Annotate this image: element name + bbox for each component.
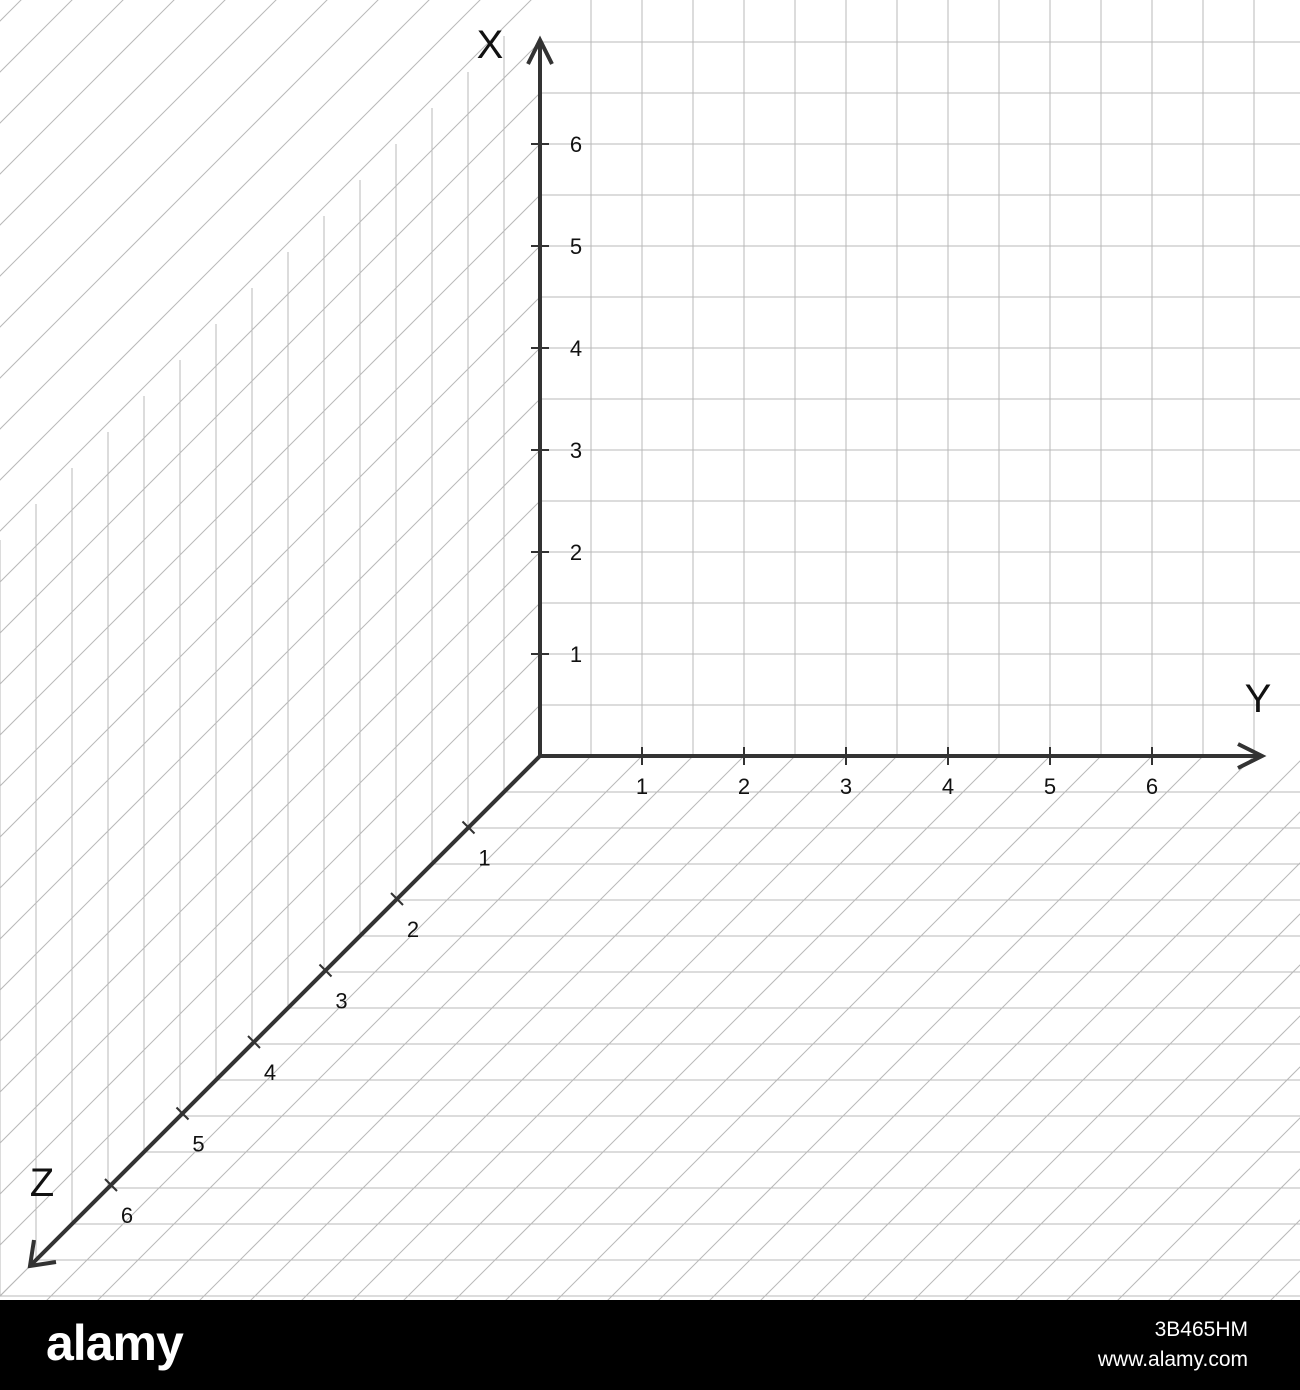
x-axis-tick-label: 3 (569, 438, 583, 463)
image-id: 3B465HM (1154, 1318, 1248, 1341)
side-grid-line (0, 42, 540, 602)
floor-grid-line (1000, 756, 1300, 1300)
side-grid-line (0, 0, 540, 92)
x-axis-tick-label: 4 (569, 336, 583, 361)
y-axis-tick-label: 6 (1145, 774, 1159, 799)
side-grid-line (0, 297, 540, 857)
y-axis-tick-label: 4 (941, 774, 955, 799)
side-grid-line (0, 450, 540, 1010)
floor-grid-line (1255, 756, 1300, 1300)
y-axis-tick-label: 1 (635, 774, 649, 799)
floor-grid-line (745, 756, 1300, 1300)
y-axis-tick-label: 2 (737, 774, 751, 799)
y-axis-tick-label: 5 (1043, 774, 1057, 799)
side-grid-line (0, 0, 540, 398)
side-grid-line (0, 195, 540, 755)
side-grid-line (0, 501, 540, 1061)
floor-grid-line (1102, 756, 1300, 1300)
side-grid-line (0, 654, 540, 1214)
z-axis-title: Z (29, 1161, 55, 1205)
floor-grid-line (847, 756, 1300, 1300)
z-axis-tick-label: 1 (478, 845, 491, 871)
side-grid-line (0, 399, 540, 959)
floor-grid-line (1204, 756, 1300, 1300)
y-axis-title: Y (1244, 677, 1272, 721)
side-grid-line (0, 246, 540, 806)
alamy-logo: alamy (46, 1315, 183, 1371)
x-axis-tick-label: 1 (569, 642, 583, 667)
z-axis-tick-label: 5 (192, 1131, 205, 1157)
floor-grid-line (1051, 756, 1300, 1300)
watermark-footer (0, 1300, 1300, 1390)
z-axis-tick-label: 4 (263, 1060, 277, 1085)
floor-grid-line (949, 756, 1300, 1300)
x-axis-title: X (476, 23, 504, 67)
y-axis-tick-label: 3 (839, 774, 853, 799)
z-axis-tick-label: 2 (406, 917, 420, 942)
side-grid-line (0, 0, 540, 500)
x-axis-tick-label: 2 (569, 540, 583, 565)
side-grid-line (0, 93, 540, 653)
x-axis-tick-label: 6 (569, 132, 583, 157)
footer-url: www.alamy.com (1097, 1348, 1248, 1371)
side-grid-line (0, 0, 540, 194)
z-axis-tick-label: 6 (120, 1203, 134, 1228)
x-axis-tick-label: 5 (569, 234, 583, 259)
floor-grid-line (898, 756, 1300, 1300)
side-grid-line (0, 144, 540, 704)
side-grid-line (0, 0, 540, 296)
side-grid-line (0, 348, 540, 908)
floor-grid-line (796, 756, 1300, 1300)
z-axis-tick-label: 3 (335, 988, 348, 1014)
side-grid-line (0, 705, 540, 1265)
floor-grid-line (1153, 756, 1300, 1300)
